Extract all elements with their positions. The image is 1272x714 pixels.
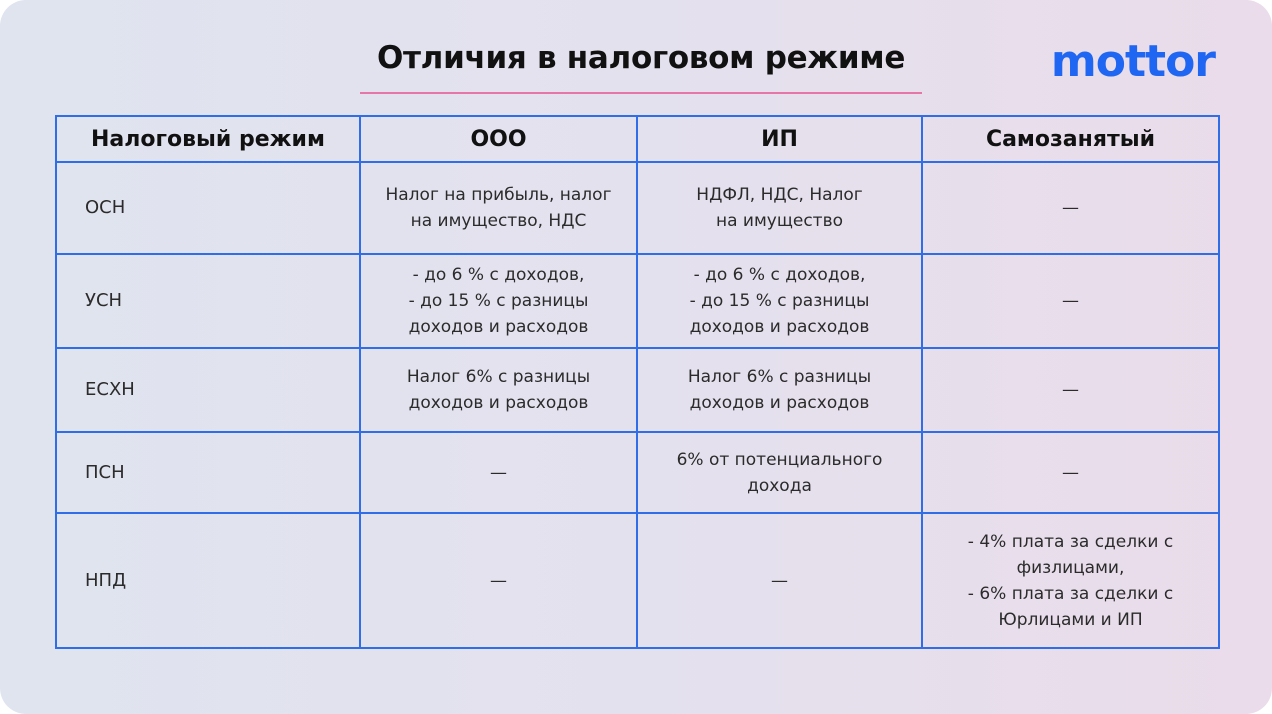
ooo-cell: [360, 162, 637, 254]
ip-cell: [637, 513, 922, 648]
cell-text: Налог 6% с разницы доходов и расходов: [687, 367, 872, 413]
ooo-cell: [360, 254, 637, 348]
regime-label: ЕСХН: [85, 379, 135, 400]
table-row: [56, 513, 1219, 648]
header-tax-regime: Налоговый режим: [56, 116, 360, 162]
ooo-cell: [360, 432, 637, 513]
cell-text: —: [771, 570, 788, 591]
regime-cell: [56, 254, 360, 348]
cell-text: НДФЛ, НДС, Налог на имущество: [696, 185, 863, 231]
ip-cell: [637, 254, 922, 348]
header-ip: ИП: [637, 116, 922, 162]
table-row: [56, 348, 1219, 432]
cell-text: —: [1062, 291, 1079, 311]
table-row: [56, 432, 1219, 513]
ip-cell: [637, 348, 922, 432]
header-ooo: ООО: [360, 116, 637, 162]
header-self-employed: Самозанятый: [922, 116, 1219, 162]
regime-cell: [56, 432, 360, 513]
cell-text: - до 6 % с доходов, - до 15 % с разницы доходов и расходов: [689, 265, 870, 337]
ooo-cell: [360, 348, 637, 432]
regime-label: УСН: [85, 290, 123, 311]
self-employed-cell: [922, 162, 1219, 254]
self-employed-cell: [922, 348, 1219, 432]
table-header-row: [56, 116, 1219, 162]
self-employed-cell: [922, 513, 1219, 648]
cell-text: Налог 6% с разницы доходов и расходов: [406, 367, 591, 413]
tax-regime-table: [55, 115, 1220, 649]
cell-text: - 4% плата за сделки с физлицами, - 6% плата за сделки с Юрлицами и ИП: [967, 531, 1174, 630]
cell-text: —: [490, 570, 507, 591]
title-underline: [360, 92, 922, 94]
ip-cell: [637, 162, 922, 254]
cell-text: 6% от потенциального дохода: [676, 449, 883, 496]
regime-label: ПСН: [85, 461, 125, 483]
regime-cell: [56, 513, 360, 648]
cell-text: —: [1062, 380, 1079, 400]
ooo-cell: [360, 513, 637, 648]
cell-text: —: [490, 462, 507, 483]
self-employed-cell: [922, 254, 1219, 348]
regime-cell: [56, 348, 360, 432]
regime-cell: [56, 162, 360, 254]
cell-text: —: [1062, 198, 1079, 218]
mottor-logo: mottor: [1050, 36, 1215, 87]
ip-cell: [637, 432, 922, 513]
page-title: Отличия в налоговом режиме: [376, 40, 906, 76]
cell-text: —: [1062, 462, 1079, 483]
table-row: [56, 162, 1219, 254]
table-row: [56, 254, 1219, 348]
regime-label: ОСН: [85, 197, 126, 218]
regime-label: НПД: [85, 569, 127, 591]
self-employed-cell: [922, 432, 1219, 513]
cell-text: - до 6 % с доходов, - до 15 % с разницы доходов и расходов: [408, 265, 589, 337]
cell-text: Налог на прибыль, налог на имущество, НДС: [385, 185, 612, 231]
